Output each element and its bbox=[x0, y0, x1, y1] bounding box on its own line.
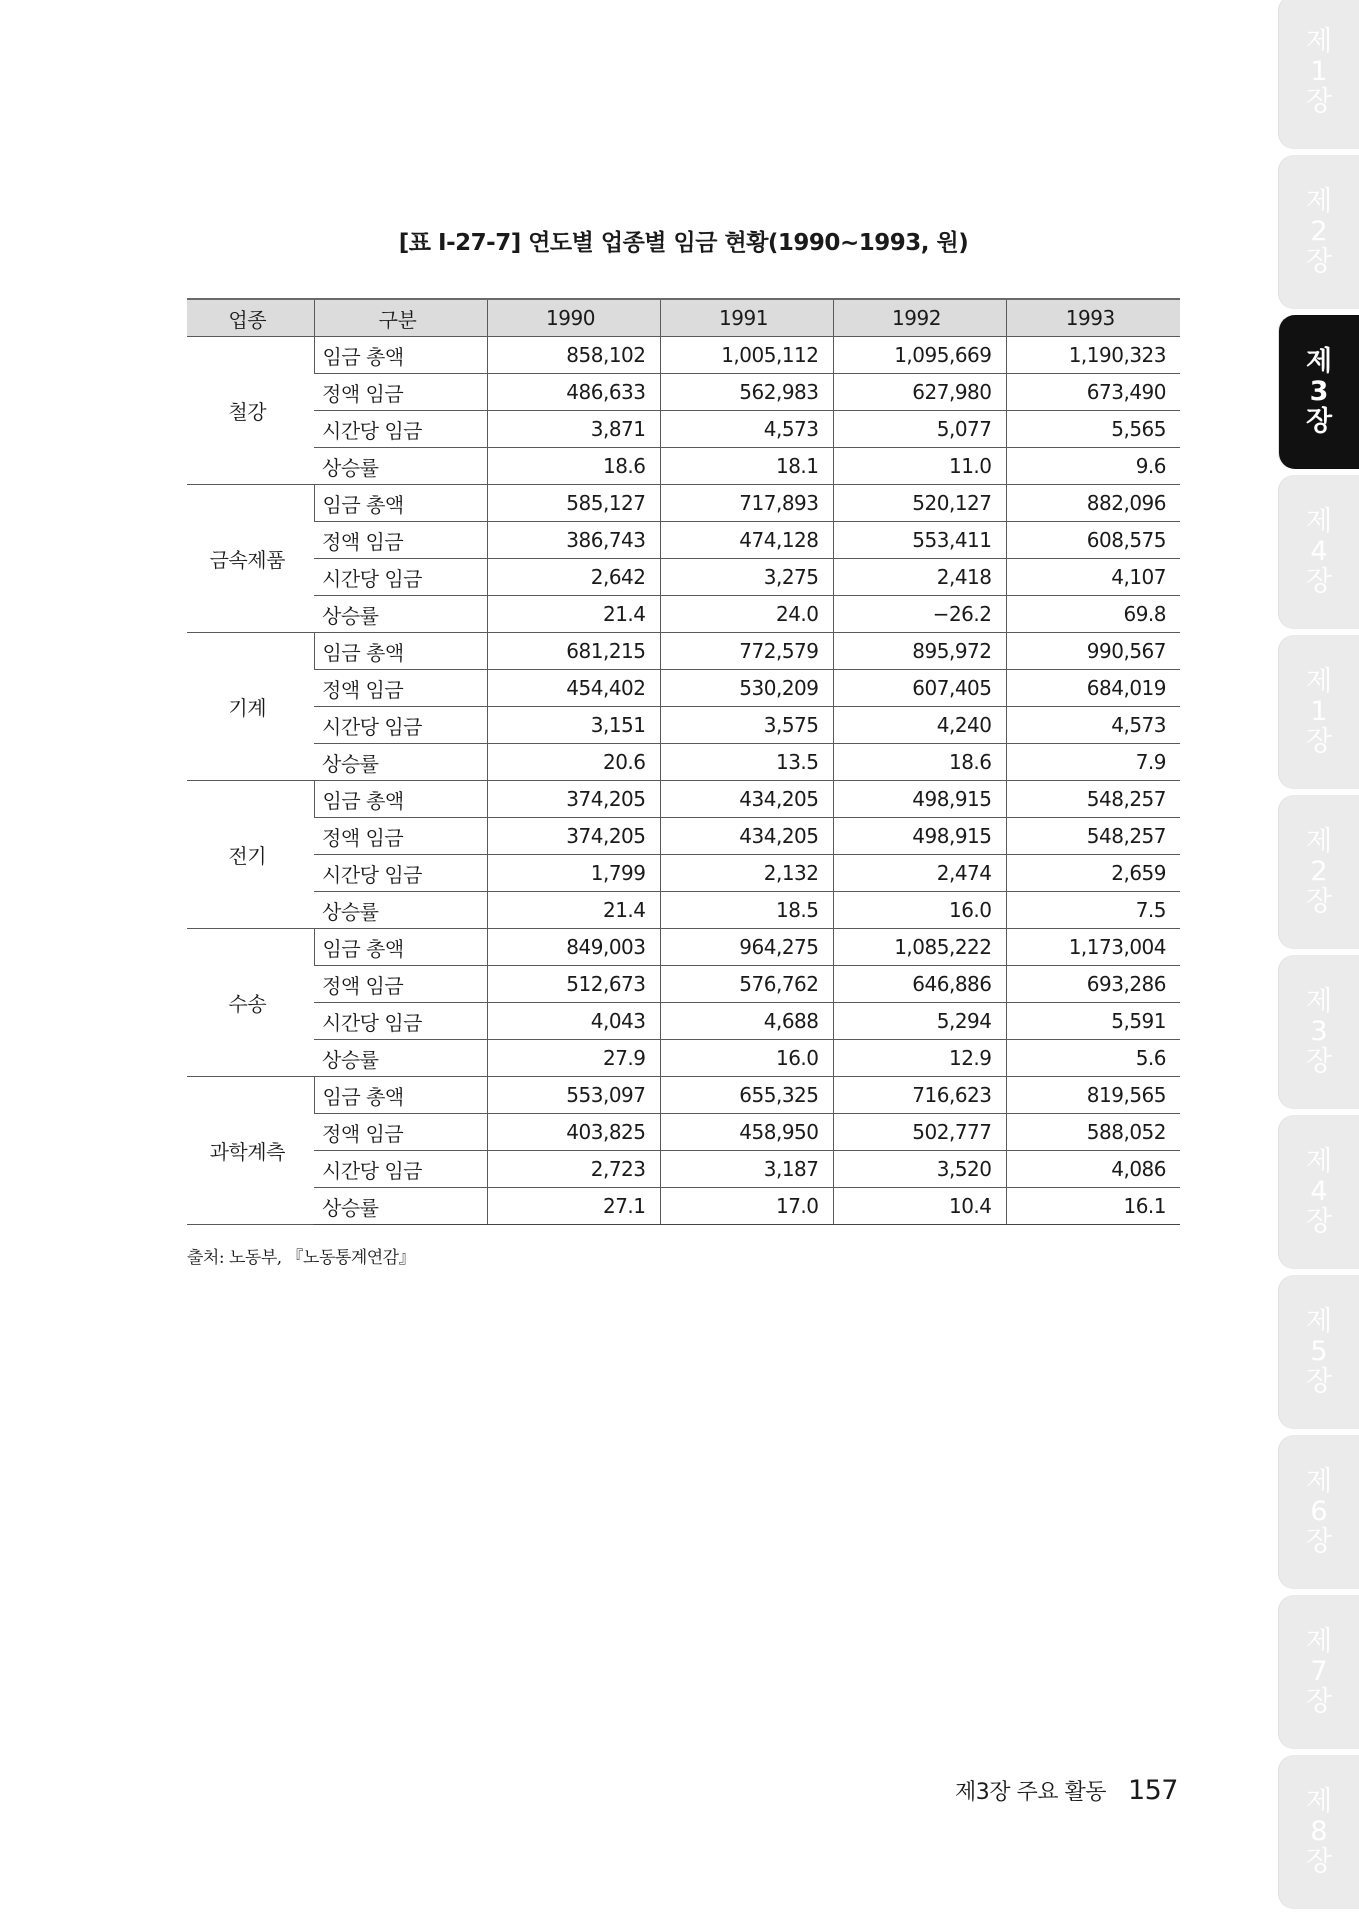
value-cell: 5,077 bbox=[833, 411, 1006, 448]
table-row bbox=[187, 892, 1180, 929]
category-cell: 시간당 임금 bbox=[314, 411, 487, 448]
wage-table bbox=[187, 298, 1180, 1225]
value-cell: 16.0 bbox=[660, 1040, 833, 1077]
chapter-tab-label: 장 bbox=[1305, 406, 1333, 437]
value-cell: 3,275 bbox=[660, 559, 833, 596]
header-year-1993: 1993 bbox=[1006, 299, 1180, 337]
value-cell: 553,097 bbox=[487, 1077, 660, 1114]
header-category: 구분 bbox=[314, 299, 487, 337]
value-cell: 18.6 bbox=[833, 744, 1006, 781]
value-cell: 474,128 bbox=[660, 522, 833, 559]
chapter-tab-label: 제 bbox=[1305, 826, 1333, 857]
industry-cell: 과학계측 bbox=[187, 1077, 314, 1225]
value-cell: 655,325 bbox=[660, 1077, 833, 1114]
table-row bbox=[187, 596, 1180, 633]
chapter-tab-label: 장 bbox=[1305, 726, 1333, 757]
value-cell: 895,972 bbox=[833, 633, 1006, 670]
chapter-tab-label: 3 bbox=[1310, 1016, 1328, 1047]
table-row bbox=[187, 1188, 1180, 1225]
value-cell: 498,915 bbox=[833, 781, 1006, 818]
table-header-row bbox=[187, 299, 1180, 337]
category-cell: 정액 임금 bbox=[314, 670, 487, 707]
value-cell: 1,095,669 bbox=[833, 337, 1006, 374]
chapter-tab[interactable] bbox=[1279, 955, 1359, 1109]
value-cell: 585,127 bbox=[487, 485, 660, 522]
value-cell: 24.0 bbox=[660, 596, 833, 633]
value-cell: 20.6 bbox=[487, 744, 660, 781]
table-row bbox=[187, 670, 1180, 707]
table-row bbox=[187, 374, 1180, 411]
value-cell: 2,723 bbox=[487, 1151, 660, 1188]
chapter-tab-label: 장 bbox=[1305, 246, 1333, 277]
value-cell: 18.6 bbox=[487, 448, 660, 485]
header-industry: 업종 bbox=[187, 299, 314, 337]
value-cell: 548,257 bbox=[1006, 781, 1180, 818]
industry-cell: 기계 bbox=[187, 633, 314, 781]
value-cell: 18.5 bbox=[660, 892, 833, 929]
value-cell: 1,799 bbox=[487, 855, 660, 892]
chapter-tab-strip bbox=[1279, 0, 1359, 1920]
header-year-1992: 1992 bbox=[833, 299, 1006, 337]
value-cell: 4,043 bbox=[487, 1003, 660, 1040]
value-cell: 673,490 bbox=[1006, 374, 1180, 411]
chapter-tab[interactable] bbox=[1279, 0, 1359, 149]
category-cell: 시간당 임금 bbox=[314, 855, 487, 892]
value-cell: 27.9 bbox=[487, 1040, 660, 1077]
value-cell: 627,980 bbox=[833, 374, 1006, 411]
chapter-tab[interactable] bbox=[1279, 1755, 1359, 1909]
value-cell: 4,107 bbox=[1006, 559, 1180, 596]
value-cell: 4,573 bbox=[1006, 707, 1180, 744]
chapter-tab-label: 장 bbox=[1305, 1046, 1333, 1077]
value-cell: 69.8 bbox=[1006, 596, 1180, 633]
chapter-tab-label: 장 bbox=[1305, 1686, 1333, 1717]
value-cell: 502,777 bbox=[833, 1114, 1006, 1151]
value-cell: −26.2 bbox=[833, 596, 1006, 633]
chapter-tab-label: 제 bbox=[1305, 506, 1333, 537]
table-row bbox=[187, 744, 1180, 781]
category-cell: 상승률 bbox=[314, 744, 487, 781]
chapter-tab-label: 1 bbox=[1310, 696, 1328, 727]
value-cell: 21.4 bbox=[487, 596, 660, 633]
value-cell: 684,019 bbox=[1006, 670, 1180, 707]
category-cell: 정액 임금 bbox=[314, 374, 487, 411]
value-cell: 990,567 bbox=[1006, 633, 1180, 670]
value-cell: 1,190,323 bbox=[1006, 337, 1180, 374]
table-row bbox=[187, 707, 1180, 744]
chapter-tab-label: 1 bbox=[1310, 56, 1328, 87]
value-cell: 7.9 bbox=[1006, 744, 1180, 781]
value-cell: 16.1 bbox=[1006, 1188, 1180, 1225]
chapter-tab-label: 제 bbox=[1305, 986, 1333, 1017]
table-row bbox=[187, 1003, 1180, 1040]
chapter-tab[interactable] bbox=[1279, 1595, 1359, 1749]
value-cell: 772,579 bbox=[660, 633, 833, 670]
chapter-tab[interactable] bbox=[1279, 155, 1359, 309]
table-row bbox=[187, 1077, 1180, 1114]
table-row bbox=[187, 1040, 1180, 1077]
category-cell: 임금 총액 bbox=[314, 485, 487, 522]
value-cell: 434,205 bbox=[660, 818, 833, 855]
value-cell: 2,132 bbox=[660, 855, 833, 892]
value-cell: 3,575 bbox=[660, 707, 833, 744]
value-cell: 3,520 bbox=[833, 1151, 1006, 1188]
value-cell: 553,411 bbox=[833, 522, 1006, 559]
value-cell: 9.6 bbox=[1006, 448, 1180, 485]
chapter-tab-label: 4 bbox=[1310, 1176, 1328, 1207]
category-cell: 임금 총액 bbox=[314, 781, 487, 818]
chapter-tab[interactable] bbox=[1279, 1275, 1359, 1429]
chapter-tab-label: 6 bbox=[1310, 1496, 1328, 1527]
value-cell: 12.9 bbox=[833, 1040, 1006, 1077]
table-row bbox=[187, 1114, 1180, 1151]
value-cell: 1,173,004 bbox=[1006, 929, 1180, 966]
chapter-tab-label: 8 bbox=[1310, 1816, 1328, 1847]
table-row bbox=[187, 818, 1180, 855]
table-row bbox=[187, 929, 1180, 966]
category-cell: 정액 임금 bbox=[314, 522, 487, 559]
category-cell: 상승률 bbox=[314, 596, 487, 633]
footer-chapter-title: 제3장 주요 활동 bbox=[954, 1780, 1106, 1805]
value-cell: 2,418 bbox=[833, 559, 1006, 596]
chapter-tab-label: 제 bbox=[1305, 1626, 1333, 1657]
value-cell: 4,086 bbox=[1006, 1151, 1180, 1188]
value-cell: 849,003 bbox=[487, 929, 660, 966]
value-cell: 10.4 bbox=[833, 1188, 1006, 1225]
value-cell: 5,591 bbox=[1006, 1003, 1180, 1040]
value-cell: 374,205 bbox=[487, 781, 660, 818]
value-cell: 5,294 bbox=[833, 1003, 1006, 1040]
value-cell: 3,187 bbox=[660, 1151, 833, 1188]
table-row bbox=[187, 855, 1180, 892]
value-cell: 434,205 bbox=[660, 781, 833, 818]
value-cell: 11.0 bbox=[833, 448, 1006, 485]
category-cell: 시간당 임금 bbox=[314, 559, 487, 596]
value-cell: 1,005,112 bbox=[660, 337, 833, 374]
chapter-tab-label: 3 bbox=[1309, 376, 1329, 407]
value-cell: 819,565 bbox=[1006, 1077, 1180, 1114]
category-cell: 임금 총액 bbox=[314, 929, 487, 966]
value-cell: 2,659 bbox=[1006, 855, 1180, 892]
value-cell: 681,215 bbox=[487, 633, 660, 670]
category-cell: 시간당 임금 bbox=[314, 1151, 487, 1188]
chapter-tab-label: 장 bbox=[1305, 86, 1333, 117]
value-cell: 458,950 bbox=[660, 1114, 833, 1151]
category-cell: 임금 총액 bbox=[314, 337, 487, 374]
value-cell: 4,240 bbox=[833, 707, 1006, 744]
value-cell: 486,633 bbox=[487, 374, 660, 411]
category-cell: 시간당 임금 bbox=[314, 707, 487, 744]
category-cell: 상승률 bbox=[314, 1188, 487, 1225]
source-note: 출처: 노동부, 『노동통계연감』 bbox=[187, 1248, 416, 1268]
value-cell: 3,151 bbox=[487, 707, 660, 744]
table-row bbox=[187, 1151, 1180, 1188]
value-cell: 13.5 bbox=[660, 744, 833, 781]
chapter-tab-label: 제 bbox=[1305, 1146, 1333, 1177]
value-cell: 548,257 bbox=[1006, 818, 1180, 855]
value-cell: 498,915 bbox=[833, 818, 1006, 855]
chapter-tab[interactable] bbox=[1279, 1435, 1359, 1589]
value-cell: 693,286 bbox=[1006, 966, 1180, 1003]
industry-cell: 금속제품 bbox=[187, 485, 314, 633]
chapter-tab-label: 장 bbox=[1305, 1846, 1333, 1877]
chapter-tab[interactable] bbox=[1279, 1115, 1359, 1269]
value-cell: 520,127 bbox=[833, 485, 1006, 522]
chapter-tab-label: 제 bbox=[1305, 1306, 1333, 1337]
chapter-tab-label: 장 bbox=[1305, 1526, 1333, 1557]
value-cell: 4,573 bbox=[660, 411, 833, 448]
table-caption: [표 Ⅰ-27-7] 연도별 업종별 임금 현황(1990~1993, 원) bbox=[398, 230, 969, 256]
table-row bbox=[187, 411, 1180, 448]
value-cell: 512,673 bbox=[487, 966, 660, 1003]
value-cell: 588,052 bbox=[1006, 1114, 1180, 1151]
category-cell: 상승률 bbox=[314, 1040, 487, 1077]
chapter-tab-label: 장 bbox=[1305, 566, 1333, 597]
value-cell: 386,743 bbox=[487, 522, 660, 559]
value-cell: 608,575 bbox=[1006, 522, 1180, 559]
chapter-tab-label: 제 bbox=[1305, 666, 1333, 697]
page-number: 157 bbox=[1127, 1775, 1178, 1806]
value-cell: 858,102 bbox=[487, 337, 660, 374]
category-cell: 시간당 임금 bbox=[314, 1003, 487, 1040]
value-cell: 646,886 bbox=[833, 966, 1006, 1003]
value-cell: 16.0 bbox=[833, 892, 1006, 929]
chapter-tab-label: 7 bbox=[1310, 1656, 1328, 1687]
value-cell: 27.1 bbox=[487, 1188, 660, 1225]
industry-cell: 철강 bbox=[187, 337, 314, 485]
value-cell: 1,085,222 bbox=[833, 929, 1006, 966]
value-cell: 576,762 bbox=[660, 966, 833, 1003]
category-cell: 정액 임금 bbox=[314, 818, 487, 855]
value-cell: 5,565 bbox=[1006, 411, 1180, 448]
chapter-tab[interactable] bbox=[1279, 635, 1359, 789]
chapter-tab-label: 제 bbox=[1305, 26, 1333, 57]
value-cell: 3,871 bbox=[487, 411, 660, 448]
category-cell: 상승률 bbox=[314, 892, 487, 929]
value-cell: 4,688 bbox=[660, 1003, 833, 1040]
table-row bbox=[187, 448, 1180, 485]
chapter-tab-label: 5 bbox=[1310, 1336, 1328, 1367]
category-cell: 정액 임금 bbox=[314, 966, 487, 1003]
table-row bbox=[187, 485, 1180, 522]
category-cell: 정액 임금 bbox=[314, 1114, 487, 1151]
chapter-tab-label: 제 bbox=[1305, 186, 1333, 217]
value-cell: 18.1 bbox=[660, 448, 833, 485]
chapter-tab[interactable] bbox=[1279, 795, 1359, 949]
value-cell: 607,405 bbox=[833, 670, 1006, 707]
value-cell: 403,825 bbox=[487, 1114, 660, 1151]
header-year-1991: 1991 bbox=[660, 299, 833, 337]
chapter-tab-label: 제 bbox=[1305, 346, 1333, 377]
chapter-tab-label: 4 bbox=[1310, 536, 1328, 567]
value-cell: 530,209 bbox=[660, 670, 833, 707]
industry-cell: 전기 bbox=[187, 781, 314, 929]
value-cell: 2,474 bbox=[833, 855, 1006, 892]
table-row bbox=[187, 559, 1180, 596]
industry-cell: 수송 bbox=[187, 929, 314, 1077]
category-cell: 임금 총액 bbox=[314, 1077, 487, 1114]
chapter-tab-label: 장 bbox=[1305, 1366, 1333, 1397]
table-row bbox=[187, 633, 1180, 670]
value-cell: 964,275 bbox=[660, 929, 833, 966]
table-row bbox=[187, 522, 1180, 559]
value-cell: 7.5 bbox=[1006, 892, 1180, 929]
chapter-tab-label: 장 bbox=[1305, 1206, 1333, 1237]
value-cell: 454,402 bbox=[487, 670, 660, 707]
value-cell: 17.0 bbox=[660, 1188, 833, 1225]
category-cell: 임금 총액 bbox=[314, 633, 487, 670]
chapter-tab-label: 2 bbox=[1310, 856, 1328, 887]
category-cell: 상승률 bbox=[314, 448, 487, 485]
table-body bbox=[187, 337, 1180, 1225]
header-year-1990: 1990 bbox=[487, 299, 660, 337]
value-cell: 21.4 bbox=[487, 892, 660, 929]
chapter-tab-label: 장 bbox=[1305, 886, 1333, 917]
chapter-tab-label: 제 bbox=[1305, 1786, 1333, 1817]
chapter-tab-label: 2 bbox=[1310, 216, 1328, 247]
chapter-tab-label: 제 bbox=[1305, 1466, 1333, 1497]
table-row bbox=[187, 781, 1180, 818]
table-row bbox=[187, 966, 1180, 1003]
chapter-tab[interactable] bbox=[1279, 475, 1359, 629]
value-cell: 374,205 bbox=[487, 818, 660, 855]
page-footer bbox=[955, 1775, 1178, 1806]
value-cell: 717,893 bbox=[660, 485, 833, 522]
value-cell: 2,642 bbox=[487, 559, 660, 596]
value-cell: 716,623 bbox=[833, 1077, 1006, 1114]
value-cell: 562,983 bbox=[660, 374, 833, 411]
table-row bbox=[187, 337, 1180, 374]
value-cell: 882,096 bbox=[1006, 485, 1180, 522]
value-cell: 5.6 bbox=[1006, 1040, 1180, 1077]
chapter-tab[interactable] bbox=[1279, 315, 1359, 469]
